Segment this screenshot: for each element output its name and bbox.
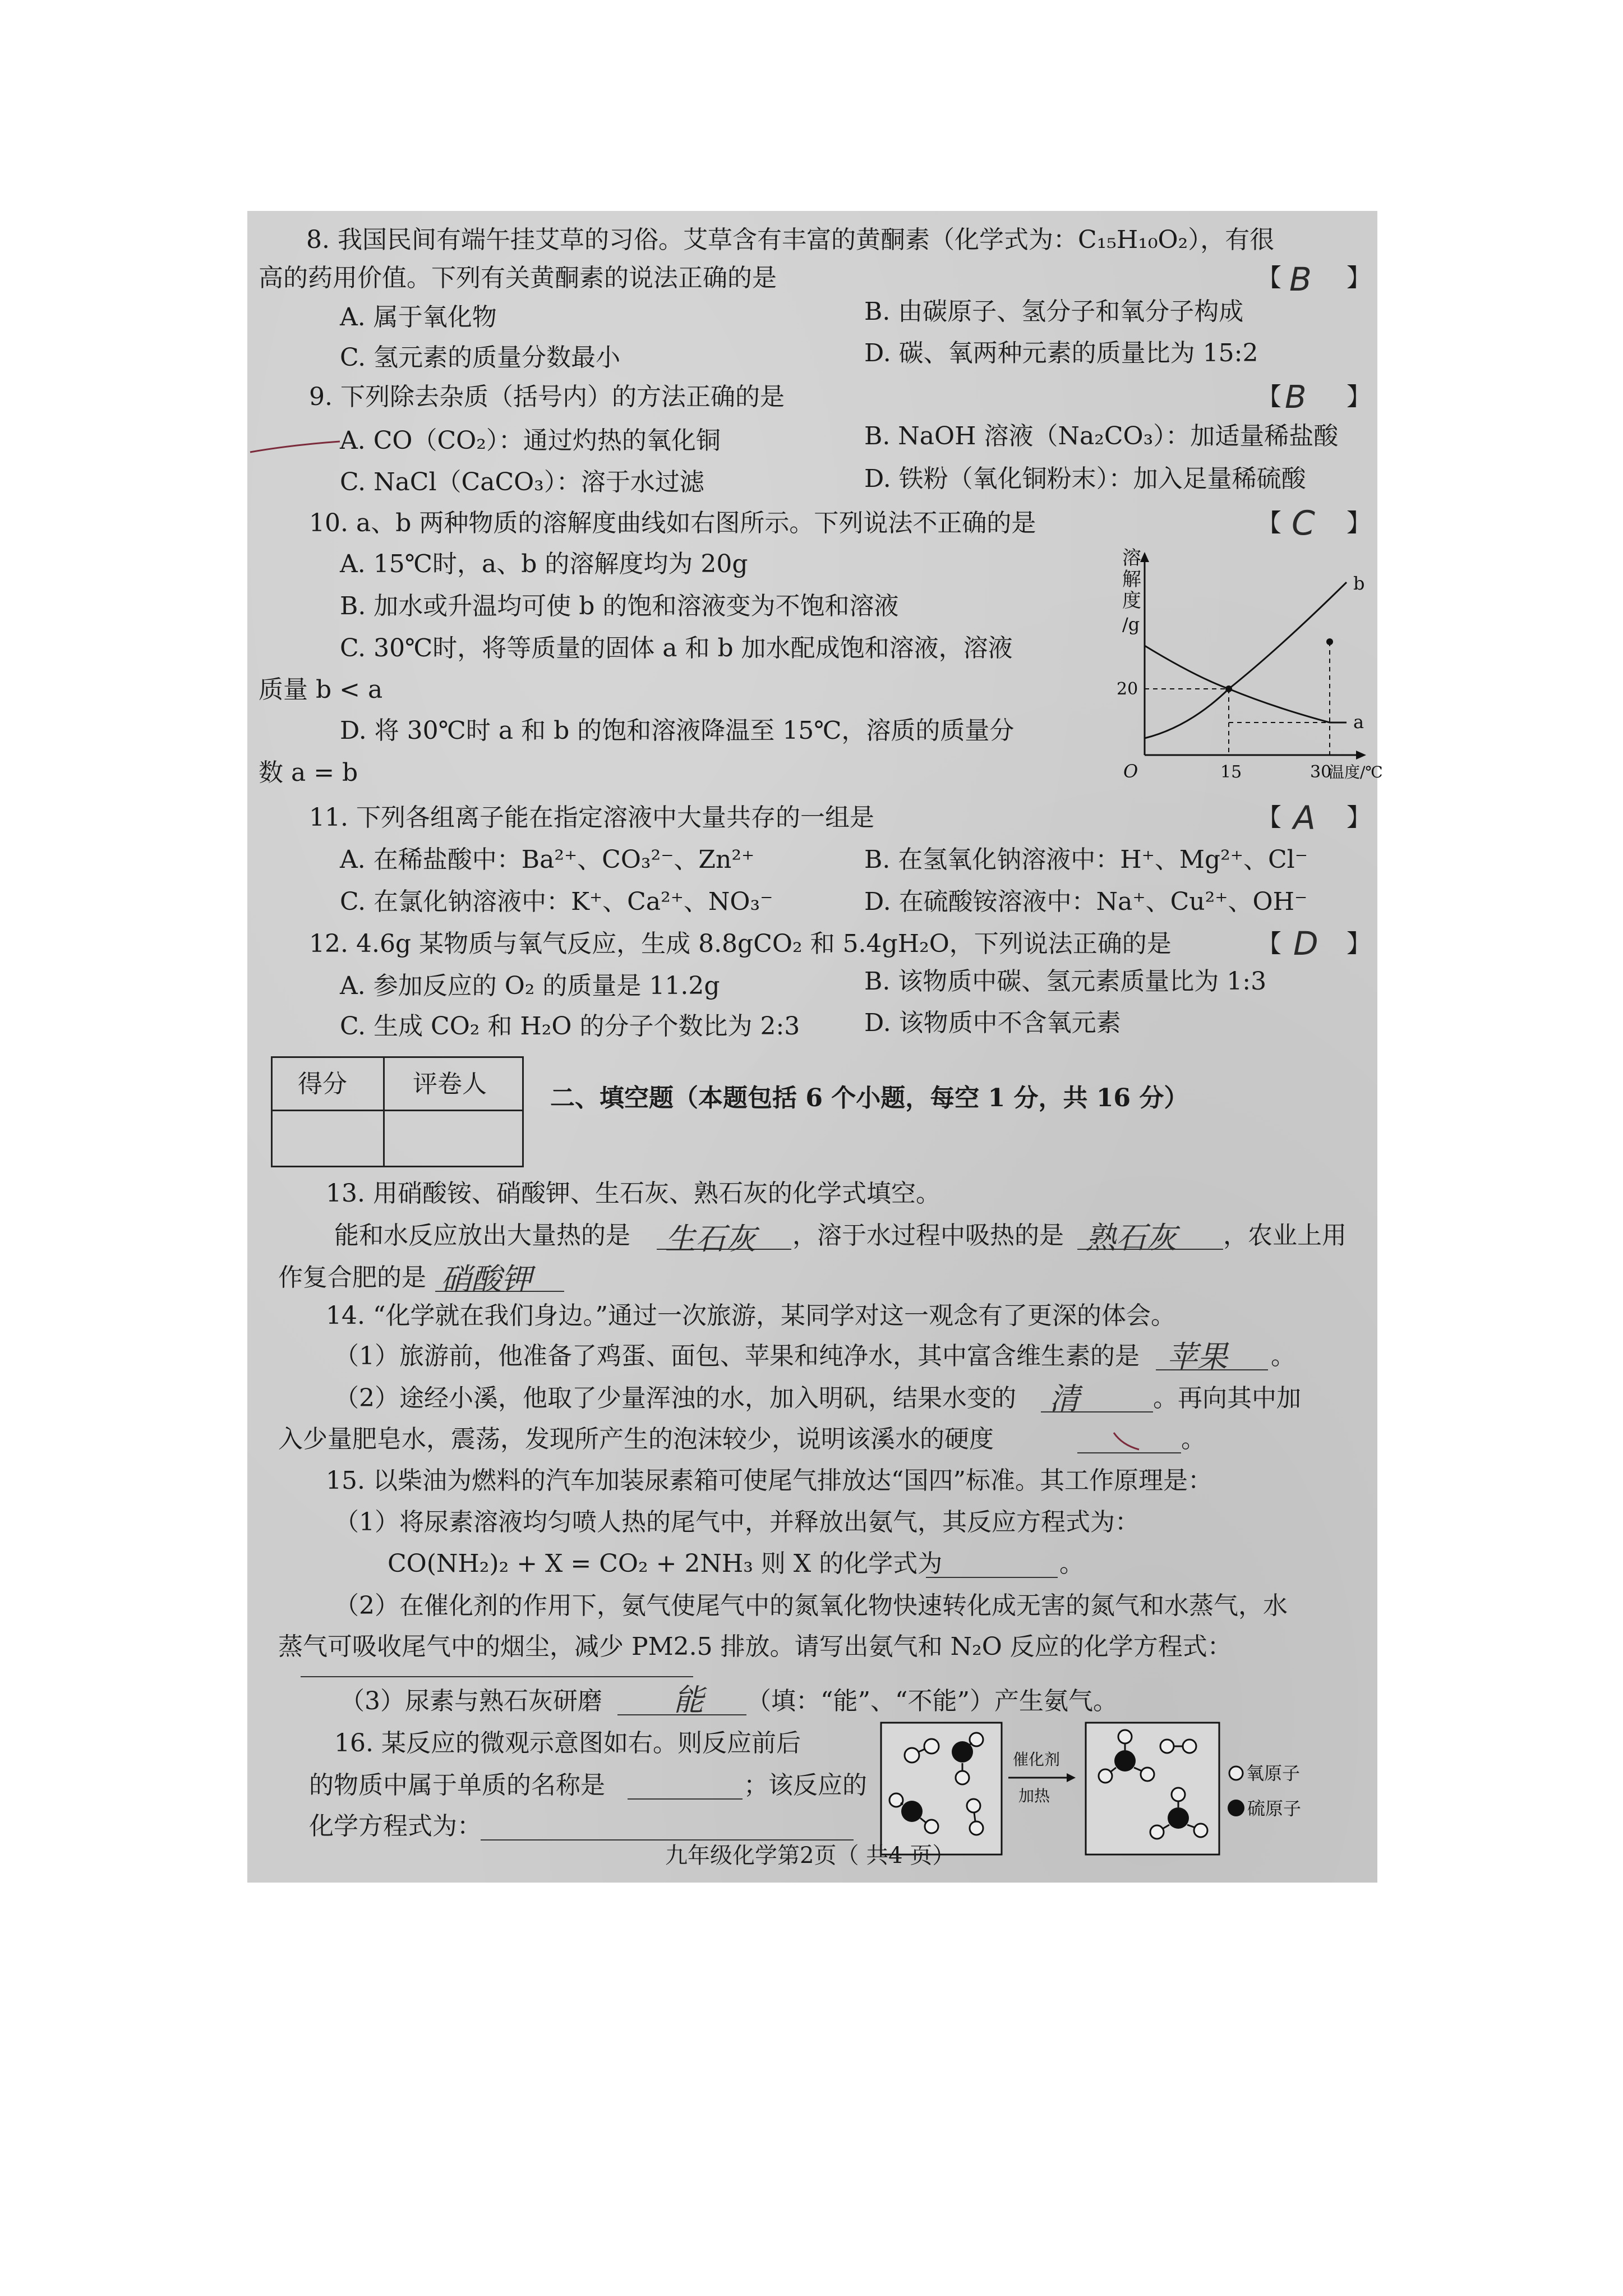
q14-part2: （2）途经小溪，他取了少量浑浊的水，加入明矾，结果水变的 [334,1384,1016,1412]
q12-option-b: B. 该物质中碳、氢元素质量比为 1:3 [864,967,1267,996]
q13-line2-part2: ，溶于水过程中吸热的是 [792,1221,1064,1250]
q9-option-a: A. CO（CO₂）：通过灼热的氧化铜 [340,426,721,455]
legend-sulfur-label: 硫原子 [1247,1798,1302,1819]
q12-option-d: D. 该物质中不含氧元素 [864,1009,1121,1037]
q11-stem: 11. 下列各组离子能在指定溶液中大量共存的一组是 [309,803,874,832]
q15-blank-x[interactable] [926,1577,1058,1578]
intersection-point [1225,685,1232,692]
ylabel-char-4: /g [1122,614,1140,635]
q8-stem-line2: 高的药用价值。下列有关黄酮素的说法正确的是 [259,264,777,292]
y-axis-arrow [1140,552,1149,562]
reaction-arrowhead [1067,1773,1076,1782]
score-label: 得分 [298,1070,347,1098]
q13-line2-part1: 能和水反应放出大量热的是 [334,1221,630,1250]
grader-header-cell [385,1058,522,1111]
q11-option-b: B. 在氢氧化钠溶液中：H⁺、Mg²⁺、Cl⁻ [864,845,1308,874]
q10-option-b: B. 加水或升温均可使 b 的饱和溶液变为不饱和溶液 [340,592,899,620]
q13-line2-part3: ，农业上用 [1223,1221,1347,1250]
curve-b [1145,582,1347,738]
q11-bracket-open: 【 [1257,803,1281,832]
q9-answer-handwritten: B [1285,379,1307,416]
q14-part2-line2: 入少量肥皂水，震荡，发现所产生的泡沫较少，说明该溪水的硬度 [278,1425,994,1453]
q12-option-c: C. 生成 CO₂ 和 H₂O 的分子个数比为 2:3 [340,1012,800,1041]
q13-answer-3-handwritten: 硝酸钾 [441,1262,532,1297]
b-point-30 [1326,638,1333,645]
q14-answer-2-handwritten: 清 [1049,1381,1080,1416]
q16-line2-part1: 的物质中属于单质的名称是 [309,1771,605,1800]
q14-part1-end: 。 [1271,1342,1295,1370]
q8-option-a: A. 属于氧化物 [340,303,497,332]
x-axis-arrow [1356,751,1366,760]
curve-a-label: a [1353,711,1364,733]
q9-option-b: B. NaOH 溶液（Na₂CO₃）：加适量稀盐酸 [864,422,1339,450]
ylabel-char-1: 溶 [1122,547,1141,569]
q15-part1: （1）将尿素溶液均匀喷人热的尾气中，并释放出氨气，其反应方程式为： [334,1508,1140,1536]
q14-pen-mark [1111,1428,1145,1453]
q8-bracket-open: 【 [1257,264,1281,292]
q10-bracket-open: 【 [1257,509,1281,537]
q10-option-a: A. 15℃时，a、b 的溶解度均为 20g [340,550,748,578]
curve-a [1145,646,1347,723]
q8-option-c: C. 氢元素的质量分数最小 [340,343,621,372]
q9-option-d: D. 铁粉（氧化铜粉末）：加入足量稀硫酸 [864,464,1306,493]
x-tick-15: 15 [1220,762,1242,782]
q16-line1: 16. 某反应的微观示意图如右。则反应前后 [334,1729,801,1757]
q14-part2-cont: 。再向其中加 [1153,1384,1301,1412]
q15-part3-b: （填：“能”、“不能”）产生氨气。 [746,1687,1118,1715]
x-axis-label: 温度/℃ [1329,763,1383,781]
q15-equation-end: 。 [1059,1549,1084,1578]
legend-sulfur-atom [1228,1800,1244,1816]
q8-answer-handwritten: B [1289,260,1312,298]
q10-option-c-line2: 质量 b < a [259,675,383,704]
q11-bracket-close: 】 [1347,803,1371,832]
q10-bracket-close: 】 [1347,509,1371,537]
score-input-cell[interactable] [273,1111,385,1166]
q14-part1: （1）旅游前，他准备了鸡蛋、面包、苹果和纯净水，其中富含维生素的是 [334,1342,1140,1370]
q11-option-c: C. 在氯化钠溶液中：K⁺、Ca²⁺、NO₃⁻ [340,887,773,916]
q10-answer-handwritten: C [1292,504,1315,543]
q16-line3: 化学方程式为： [309,1812,482,1841]
pen-stroke-mark [247,438,343,455]
q12-bracket-open: 【 [1257,930,1281,958]
q12-option-a: A. 参加反应的 O₂ 的质量是 11.2g [340,972,720,1000]
exam-sheet [247,211,1383,1883]
score-table [271,1056,524,1167]
q8-stem-line1: 8. 我国民间有端午挂艾草的习俗。艾草含有丰富的黄酮素（化学式为：C₁₅H₁₀O₂），有很 [306,226,1275,254]
q16-blank-2[interactable] [481,1839,854,1841]
q10-option-d-line2: 数 a = b [259,758,358,787]
q8-option-b: B. 由碳原子、氢分子和氧分子构成 [864,297,1244,326]
page-footer: 九年级化学第2页（ 共4 页） [665,1843,955,1869]
legend-oxygen-label: 氧原子 [1246,1763,1301,1784]
reactants-box [881,1723,1002,1855]
q15-stem: 15. 以柴油为燃料的汽车加装尿素箱可使尾气排放达“国四”标准。其工作原理是： [326,1466,1212,1495]
q10-option-c-line1: C. 30℃时，将等质量的固体 a 和 b 加水配成饱和溶液，溶液 [340,634,1013,662]
q16-blank-1[interactable] [628,1798,743,1800]
x-tick-30: 30 [1310,762,1332,782]
q15-answer-3-handwritten: 能 [674,1682,704,1718]
q13-line3-part1: 作复合肥的是 [278,1263,426,1292]
arrow-top-label: 催化剂 [1013,1750,1061,1769]
q11-option-d: D. 在硫酸铵溶液中：Na⁺、Cu²⁺、OH⁻ [864,887,1308,916]
arrow-bottom-label: 加热 [1018,1787,1050,1805]
q9-bracket-open: 【 [1257,383,1281,411]
q12-stem: 12. 4.6g 某物质与氧气反应，生成 8.8gCO₂ 和 5.4gH₂O，下列说法正确的是 [309,930,1172,958]
q9-bracket-close: 】 [1347,383,1371,411]
grader-input-cell[interactable] [385,1111,522,1166]
section-2-title: 二、填空题（本题包括 6 个小题，每空 1 分，共 16 分） [550,1084,1189,1112]
q11-answer-handwritten: A [1293,799,1316,837]
q13-answer-2-handwritten: 熟石灰 [1086,1220,1177,1255]
q12-bracket-close: 】 [1347,930,1371,958]
solubility-graph [1094,547,1383,794]
legend-oxygen-atom [1229,1766,1243,1780]
grader-label: 评卷人 [413,1070,487,1098]
q15-part2-line1: （2）在催化剂的作用下，氨气使尾气中的氮氧化物快速转化成无害的氮气和水蒸气，水 [334,1591,1288,1620]
ylabel-char-3: 度 [1122,590,1141,612]
q15-blank-equation[interactable] [301,1676,693,1677]
q10-option-d-line1: D. 将 30℃时 a 和 b 的饱和溶液降温至 15℃，溶质的质量分 [340,716,1015,745]
q15-part3-a: （3）尿素与熟石灰研磨 [340,1687,602,1715]
q9-stem: 9. 下列除去杂质（括号内）的方法正确的是 [309,383,785,411]
ylabel-char-2: 解 [1122,568,1141,591]
q15-equation: CO(NH₂)₂ + X = CO₂ + 2NH₃ 则 X 的化学式为 [388,1549,943,1578]
q10-stem: 10. a、b 两种物质的溶解度曲线如右图所示。下列说法不正确的是 [309,509,1036,537]
q8-bracket-close: 】 [1347,264,1371,292]
score-header-cell [273,1058,385,1111]
q13-stem: 13. 用硝酸铵、硝酸钾、生石灰、熟石灰的化学式填空。 [326,1179,940,1208]
q14-part2-end: 。 [1181,1425,1206,1453]
q11-option-a: A. 在稀盐酸中：Ba²⁺、CO₃²⁻、Zn²⁺ [340,845,755,874]
q12-answer-handwritten: D [1293,924,1318,963]
q16-line2-part2: ；该反应的 [744,1771,867,1800]
q8-option-d: D. 碳、氧两种元素的质量比为 15:2 [864,339,1258,367]
curve-b-label: b [1353,573,1365,594]
q15-part2-line2: 蒸气可吸收尾气中的烟尘，减少 PM2.5 排放。请写出氨气和 N₂O 反应的化学方程式： [278,1632,1232,1661]
q9-option-c: C. NaCl（CaCO₃）：溶于水过滤 [340,468,704,496]
q13-answer-1-handwritten: 生石灰 [665,1221,756,1257]
y-tick-20: 20 [1117,679,1138,699]
q14-answer-1-handwritten: 苹果 [1167,1339,1228,1374]
origin-label: O [1123,761,1138,782]
q14-stem: 14. “化学就在我们身边。”通过一次旅游，某同学对这一观念有了更深的体会。 [326,1301,1175,1330]
